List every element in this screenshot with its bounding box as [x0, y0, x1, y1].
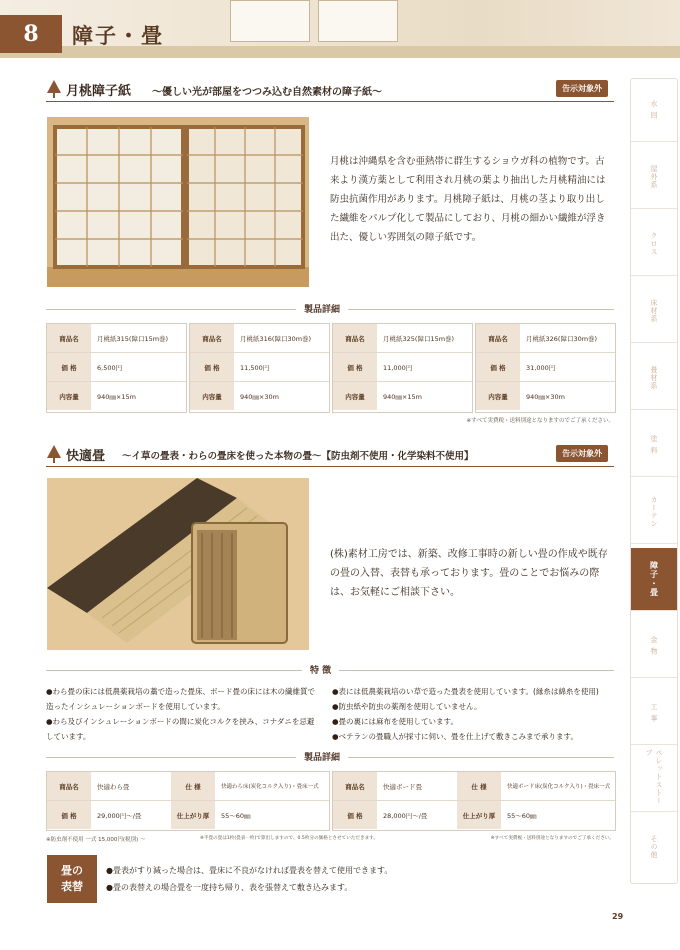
section-rule: [46, 101, 614, 102]
price-note: ※防虫剤不使用 一式 15,000円(税別) ～: [46, 837, 146, 843]
badge-line: 畳の: [61, 864, 83, 877]
nav-item[interactable]: 水 回: [631, 79, 677, 142]
nav-item[interactable]: 工 事: [631, 682, 677, 745]
spec-value: 31,000円: [526, 363, 556, 372]
nav-item[interactable]: カーテン: [631, 481, 677, 544]
chapter-number: 8: [0, 15, 62, 53]
spec-value: 6,500円: [97, 363, 123, 372]
product-spec-card: [332, 771, 616, 831]
spec-label: 価 格: [47, 801, 91, 829]
section-title: 月桃障子紙: [66, 84, 132, 99]
product-spec-card: [46, 323, 187, 413]
spec-value: 11,500円: [240, 363, 270, 372]
spec-label: 仕上がり厚: [171, 801, 215, 829]
retatami-badge: [47, 855, 97, 903]
spec-value: 月桃紙315(障口15m巻): [97, 334, 169, 343]
spec-value: 快適わら畳: [97, 782, 130, 791]
spec-value: 940㎜×15m: [383, 392, 422, 401]
spec-value: 快適ボード畳: [383, 782, 422, 791]
spec-value: 11,000円: [383, 363, 413, 372]
nav-item[interactable]: 塗 料: [631, 414, 677, 477]
features-right: [332, 684, 614, 744]
product-spec-card: [46, 771, 330, 831]
product-spec-card: [332, 323, 473, 413]
feature-item: ●畳の裏には麻布を使用しています。: [332, 717, 458, 726]
details-label: 製品詳細: [296, 302, 348, 315]
notice-badge: 告示対象外: [556, 445, 608, 462]
feature-item: ●わら畳の床には低農薬栽培の藁で造った畳床、ボード畳の床には木の繊維質で造ったインシュレーションボードを使用しています。: [46, 687, 316, 711]
info-line: ●畳の表替えの場合畳を一度持ち帰り、表を張替えて敷き込みます。: [106, 883, 353, 892]
spec-label: 仕上がり厚: [457, 801, 501, 829]
badge-line: 表替: [61, 880, 83, 893]
nav-item[interactable]: クロス: [631, 213, 677, 276]
spec-label: 商品名: [333, 772, 377, 800]
spec-value: 55～60㎜: [507, 811, 537, 820]
info-line: ●畳表がすり減った場合は、畳床に不良がなければ畳表を替えて使用できます。: [106, 866, 393, 875]
nav-item[interactable]: 屋外系: [631, 146, 677, 209]
nav-item-active[interactable]: 障子・畳: [631, 548, 677, 611]
shoji-photo: [47, 117, 309, 287]
spec-label: 内容量: [333, 382, 377, 410]
window-graphic: [318, 0, 398, 42]
feature-item: ●防虫紙や防虫の薬剤を使用していません。: [332, 702, 482, 711]
spec-value: 快適ボード床(炭化コルク入り)・畳床一式: [507, 784, 611, 790]
spec-label: 価 格: [333, 353, 377, 381]
feature-item: ●表には低農薬栽培のい草で造った畳表を使用しています。(縁糸は綿糸を使用): [332, 687, 599, 696]
spec-value: 月桃紙325(障口15m巻): [383, 334, 455, 343]
product-spec-card: [475, 323, 616, 413]
section-subtitle: ～イ草の畳表・わらの畳床を使った本物の畳～【防虫剤不使用・化学染料不使用】: [122, 451, 474, 462]
price-note: ※すべて実費税・送料別途となりますのでご了承ください。: [466, 418, 614, 424]
price-note: ※すべて実費税・送料別途となりますのでご了承ください。: [490, 836, 614, 841]
section-subtitle: ～優しい光が部屋をつつみ込む自然素材の障子紙～: [152, 87, 382, 98]
spec-label: 商品名: [333, 324, 377, 352]
spec-value: 28,000円～/畳: [383, 811, 428, 820]
nav-item[interactable]: その他: [650, 835, 658, 859]
spec-label: 商品名: [190, 324, 234, 352]
spec-value: 月桃紙326(障口30m巻): [526, 334, 598, 343]
spec-label: 価 格: [47, 353, 91, 381]
features-left: [46, 684, 316, 744]
spec-label: 内容量: [476, 382, 520, 410]
spec-label: 内容量: [47, 382, 91, 410]
section-title: 快適畳: [66, 449, 106, 464]
feature-item: ●わら及びインシュレーションボードの間に炭化コルクを挟み、コナダニを忌避しています。: [46, 717, 315, 741]
spec-value: 940㎜×15m: [97, 392, 136, 401]
spec-label: 商品名: [476, 324, 520, 352]
nav-item[interactable]: 金 物: [631, 615, 677, 678]
spec-value: 55～60㎜: [221, 811, 251, 820]
product-spec-card: [189, 323, 330, 413]
spec-label: 価 格: [333, 801, 377, 829]
section2-description: (株)素材工房では、新築、改修工事時の新しい畳の作成や既存の畳の入替、表替も承っております。畳のことでお悩みの際は、お気軽にご相談下さい。: [330, 549, 608, 598]
nav-item[interactable]: 畳材系: [631, 347, 677, 410]
spec-value: 月桃紙316(障口30m巻): [240, 334, 312, 343]
chapter-title: 障子・畳: [72, 23, 164, 48]
nav-item[interactable]: 床材系: [631, 280, 677, 343]
section1-description: 月桃は沖縄県を含む亜熱帯に群生するショウガ科の植物です。古来より漢方薬として利用され月桃の葉より抽出した月桃精油には防虫抗菌作用があります。月桃障子紙は、月桃の茎より取り出した繊維をパルプ化して製品にしており、月桃の細かい繊維が浮き出た、優しい雰囲気の障子紙です。: [330, 156, 606, 243]
tree-icon: [46, 445, 62, 463]
details-label: 製品詳細: [296, 750, 348, 763]
spec-label: 商品名: [47, 772, 91, 800]
spec-label: 価 格: [476, 353, 520, 381]
window-graphic: [230, 0, 310, 42]
nav-item[interactable]: ペレットストーブ: [631, 749, 677, 812]
spec-label: 仕 様: [171, 772, 215, 800]
spec-value: 940㎜×30m: [240, 392, 279, 401]
tatami-photo: [47, 478, 309, 650]
side-navigation: [630, 78, 678, 884]
spec-value: 快適わら床(炭化コルク入り)・畳床一式: [221, 784, 319, 790]
feature-item: ●ベテランの畳職人が採寸に伺い、畳を仕上げて敷きこみまで承ります。: [332, 732, 578, 741]
page-number: 29: [612, 912, 624, 921]
price-note: ※半畳の畳は1枚(畳表一枚)で算出しますので、0.5枚分の価格とさせていただきます。: [200, 836, 378, 841]
features-label: 特 徴: [302, 663, 339, 676]
spec-label: 仕 様: [457, 772, 501, 800]
section-rule: [46, 466, 614, 467]
spec-label: 価 格: [190, 353, 234, 381]
spec-label: 内容量: [190, 382, 234, 410]
spec-value: 940㎜×30m: [526, 392, 565, 401]
retatami-info: [106, 862, 606, 896]
notice-badge: 告示対象外: [556, 80, 608, 97]
spec-label: 商品名: [47, 324, 91, 352]
tree-icon: [46, 80, 62, 98]
spec-value: 29,000円～/畳: [97, 811, 142, 820]
